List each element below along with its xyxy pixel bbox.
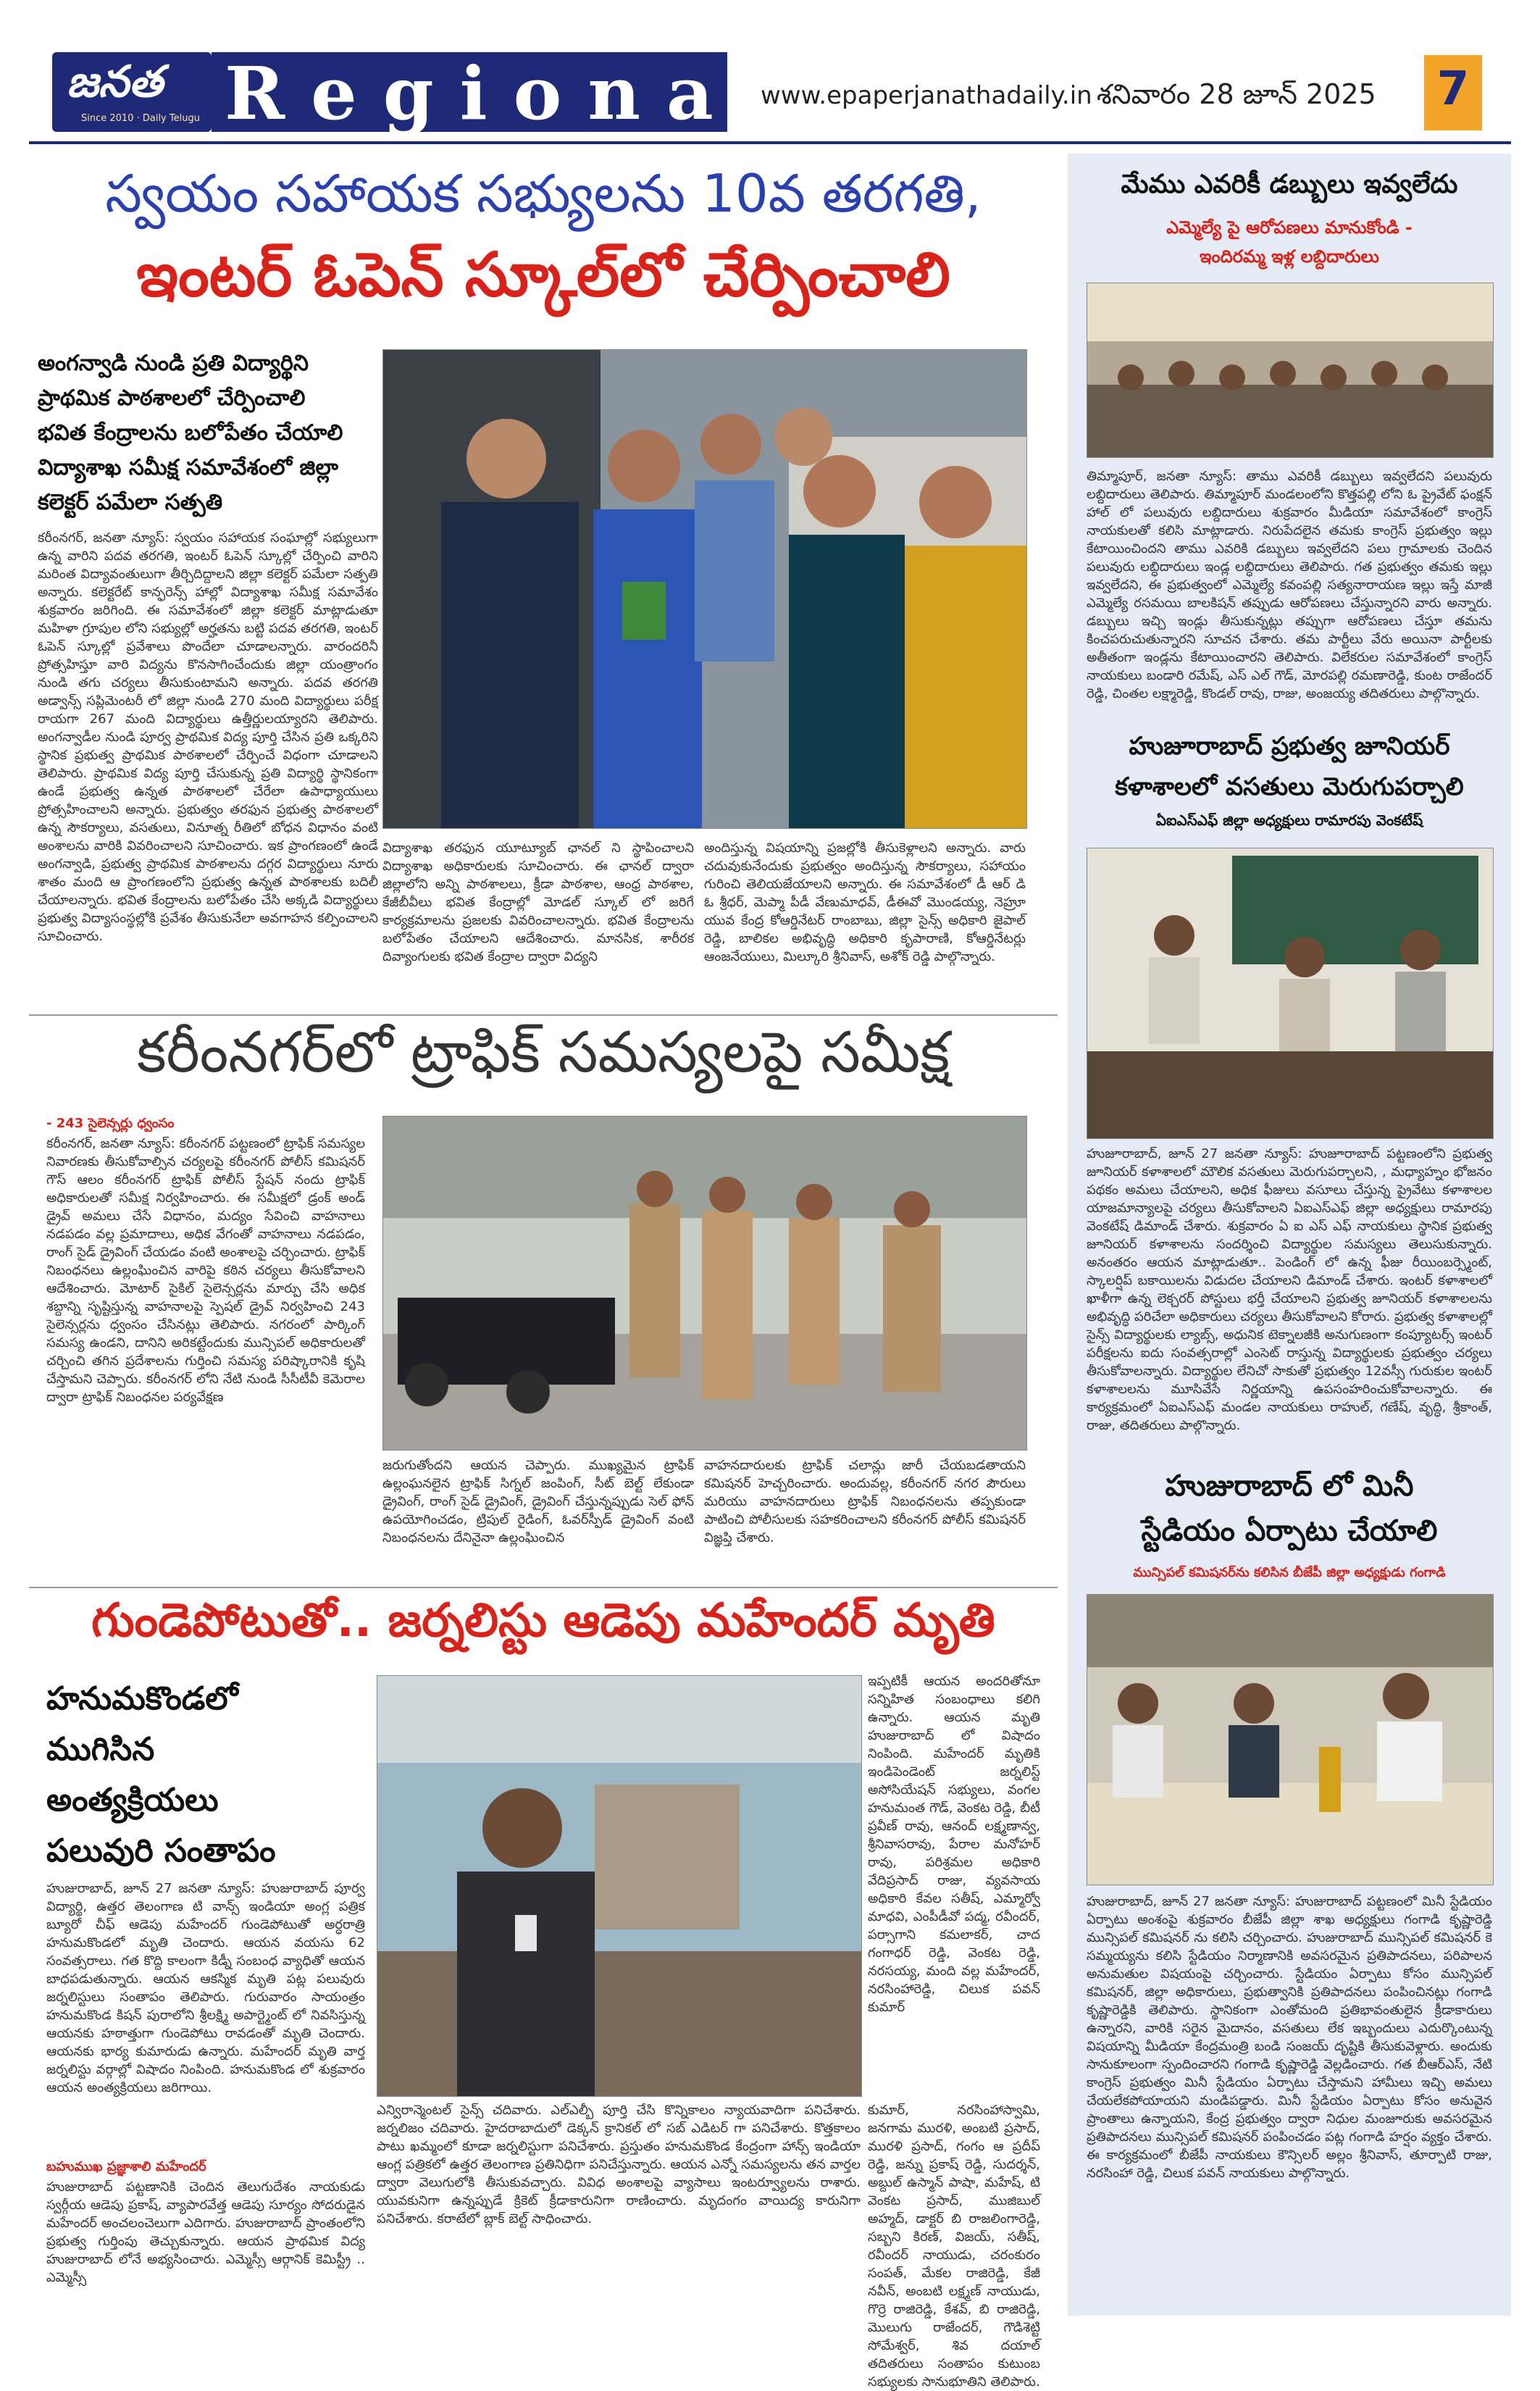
newspaper-logo: జనత (67, 57, 163, 107)
sidebar-story2-sub: ఏఐఎస్ఎఫ్ జిల్లా అధ్యక్షులు రామారపు వెంకటేష్ (1155, 811, 1423, 829)
deck-line: అంత్యక్రియలు (46, 1782, 219, 1819)
page-number: 7 (1436, 62, 1470, 116)
website-url[interactable]: www.epaperjanathadaily.in (761, 81, 1092, 110)
sidebar-story2-body: హుజూరాబాద్, జూన్ 27 జనతా న్యూస్: హుజూరాబాద్ పట్టణంలోని ప్రభుత్వ జూనియర్ కళాశాలలో మౌలిక వసతులు మెరుగుపర్చాలని, , మధ్యాహ్నం భోజనం పథకం అమలు చేయాలని, అధిక ఫీజులు వసూలు చేస్తున్న ప్రైవేటు కళాశాలల యాజమాన్యాలపై చర్యలు తీసుకోవాలని ఏఐఎస్ఎఫ్ జిల్లా అధ్యక్షులు రామారపు వెంకటేష్ డిమాండ్ చేశారు. శుక్రవారం ఏ ఐ ఎస్ ఎఫ్ నాయకులు స్థానిక ప్రభుత్వ జూనియర్ కళాశాలను సందర్శించి విద్యార్థుల సమస్యలు తెలుసుకున్నారు. అనంతరం ఆయన మాట్లాడుతూ.. పెండింగ్ లో ఉన్న ఫీజు రీయింబర్స్మెంట్, స్కాలర్షిప్ బకాయిలను విడుదల చేయాలని డిమాండ్ చేశారు. ఇంటర్ కళాశాలలో ఖాళీగా ఉన్న లెక్చరర్ పోస్టులు భర్తీ చేయాలని ప్రభుత్వ జూనియర్ కళాశాలలను అభివృద్ధి పరిచేలా అధికారులు చర్యలు తీసుకోవాలని కోరారు. ప్రభుత్వ కళాశాలల్లో సైన్స్ విద్యార్థులకు ల్యాబ్స్, అధునిక టెక్నాలజీకి అనుగుణంగా కంప్యూటర్స్ ఇంటర్ పరీక్షలను ఐదు సంవత్సరాల్లో ఎంసెట్ రాస్తున్న విద్యార్థులకు ప్రభుత్వం చర్యలు తీసుకోవాలన్నారు. విద్యార్థుల లేనిచో సాకుతో ప్రభుత్వం 12వస్సీ గురుకుల ఇంటర్ కళాశాలలను మూసివేసే నిర్ణయాన్ని ఉపసంహరించుకోవాలన్నారు. ఈ కార్యక్రమంలో ఏఐఎస్ఎఫ్ మండల నాయకులు రాహుల్, గణేష్, వృద్ధి, శ్రీకాంత్, రాజు, తదితరులు పాల్గొన్నారు. (1087, 1146, 1492, 1433)
logo-tagline: Since 2010 · Daily Telugu (81, 113, 200, 124)
article2-kicker: - 243 సైలెన్సర్లు ధ్వంసం (46, 1116, 175, 1131)
sidebar-story3-headline-line1: హుజురాబాద్ లో మినీ (1165, 1469, 1414, 1503)
article1-photo (382, 349, 1027, 829)
group-photo-illustration (383, 350, 1026, 828)
sidebar-story2-headline-line1: హుజూరాబాద్ ప్రభుత్వ జూనియర్ (1129, 732, 1450, 761)
masthead-rule (29, 141, 1511, 144)
article3-body-mid: ఎన్విరాన్మెంటల్ సైన్స్ చదివారు. ఎల్ఎల్బీ పూర్తి చేసి కొన్నికాలం న్యాయవాదిగా పనిచేశారు. జర్నలిజం చదివారు. హైదరాబాదులో డెక్కన్ క్రానికల్ లో సబ్ ఎడిటర్ గా పనిచేశారు. కొత్తకాలం పాటు ఖమ్మంలో కూడా జర్నలిస్టుగా పనిచేశారు. ప్రస్తుతం హనుమకొండ కేంద్రంగా హాన్స్ ఇండియా ఆంగ్ల పత్రికలో ఉత్తర తెలంగాణ ప్రతినిధిగా పనిచేస్తున్నారు. ఆయన ఎన్నో సమస్యలను తన వార్తల ద్వారా వెలుగులోకి తీసుకువచ్చారు. వివిధ అంశాలపై వ్యాసాలు ఇంటర్వ్యూలను రాశారు. యువకునిగా ఉన్నప్పుడే క్రికెట్ క్రీడాకారునిగా రాణించారు. మృదంగం వాయిద్య కారునిగా పనిచేశారు. కరాటేలో బ్లాక్ బెల్ట్ సాధించారు. (377, 2103, 861, 2227)
article2-body-mid: జరుగుతోందని ఆయన చెప్పారు. ముఖ్యమైన ట్రాఫిక్ ఉల్లంఘనలైన ట్రాఫిక్ సిగ్నల్ జంపింగ్, సీట్ బెల్ట్ లేకుండా డ్రైవింగ్, రాంగ్ సైడ్ డ్రైవింగ్, డ్రైవింగ్ చేస్తున్నప్పుడు సెల్ ఫోన్ ఉపయోగించడం, ట్రిపుల్ రైడింగ్, ఓవర్‌స్పీడ్ డ్రైవింగ్ వంటి నిబంధనలను దేనినైనా ఉల్లంఘించిన (382, 1458, 694, 1545)
deck-line: కలెక్టర్ పమేలా సత్పతి (38, 490, 223, 515)
article2-body-right: వాహనదారులకు ట్రాఫిక్ చలాన్లు జారీ చేయబడతాయని కమిషనర్ హెచ్చరించారు. అందువల్ల, కరీంనగర్ నగర పౌరులు మరియు వాహనదారులు ట్రాఫిక్ నిబంధనలను తప్పకుండా పాటించి పోలీసులకు సహకరించాలని కరీంనగర్ పోలీస్ కమిషనర్ విజ్ఞప్తి చేశారు. (704, 1458, 1026, 1545)
deck-line: విద్యాశాఖ సమీక్ష సమావేశంలో జిల్లా (38, 455, 338, 480)
article1-body-right: అందిస్తున్న విషయాన్ని ప్రజల్లోకి తీసుకెళ్లాలని అన్నారు. వారు చదువుకునేందుకు ప్రభుత్వం అందిస్తున్న సౌకర్యాలు, సహాయం గురించి తెలియజేయాలని అన్నారు. ఈ సమావేశంలో డీ ఆర్ డి ఓ శ్రీధర్, మెప్మా పీడీ వేణుమాధవ్, డీఈవో మొండయ్య, నెహ్రూ యువ కేంద్ర కోఆర్డినేటర్ రాంబాబు, జిల్లా సైన్స్ అధికారి జైపాల్ రెడ్డి, బాలికల అభివృద్ధి అధికారి కృపారాణి, కోఆర్డినేటర్లు ఆంజనేయులు, మిల్కూరి శ్రీనివాస్, అశోక్ రెడ్డి పాల్గొన్నారు. (704, 840, 1026, 964)
article1-body-left: కరీంనగర్, జనతా న్యూస్: స్వయం సహాయక సంఘాల్లో సభ్యులుగా ఉన్న వారిని పదవ తరగతి, ఇంటర్ ఓపెన్ స్కూల్లో చేర్పించి వారిని మరింత విద్యావంతులుగా తీర్చిదిద్దాలని జిల్లా కలెక్టర్ పమేలా సత్పతి అన్నారు. కలెక్టరేట్ కాన్ఫరెన్స్ హాల్లో విద్యాశాఖ సమీక్ష సమావేశం శుక్రవారం జరిగింది. ఈ సమావేశంలో జిల్లా కలెక్టర్ మాట్లాడుతూ మహిళా గ్రూపుల లోని సభ్యుల్లో అర్హతను బట్టి పదవ తరగతి, ఇంటర్ ఓపెన్ స్కూల్లో ప్రవేశాలు పొందేలా చూడాలన్నారు. వారందరినీ ప్రోత్సహిస్తూ వారి విద్యను కొనసాగించేందుకు జిల్లా యంత్రాంగం నుండి తగు చర్యలు తీసుకుంటామని అన్నారు. పదవ తరగతి అడ్వాన్స్ సప్లిమెంటరీ లో జిల్లా నుండి 270 మంది విద్యార్థులు పరీక్ష రాయగా 267 మంది విద్యార్థులు ఉత్తీర్ణులయ్యారని తెలిపారు. అంగన్వాడీల నుండి పూర్వ ప్రాథమిక విద్య పూర్తి చేసిన ప్రతి ఒక్కరిని స్థానిక ప్రభుత్వ ప్రాథమిక పాఠశాలలో చేర్పించే విధంగా చూడాలని తెలిపారు. ప్రాథమిక విద్య పూర్తి చేసుకున్న ప్రతి విద్యార్థి స్థానికంగా ఉండే ప్రభుత్వ ఉన్నత పాఠశాలలో చేరేలా ఉపాధ్యాయులు ప్రోత్సహించాలని అన్నారు. ప్రభుత్వం తరఫున ప్రభుత్వ పాఠశాలలో ఉన్న సౌకర్యాలు, వసతులు, వినూత్న రీతిలో బోధన విధానం వంటి అంశాలను వారికి వివరించాలని సూచించారు. ఇక ప్రాంగణంలో ఉండే అంగన్వాడి, ప్రభుత్వ ప్రాథమిక పాఠశాలను దగ్గర విద్యార్థులు నూరు శాతం మంది ఆ ప్రాంగణంలోని ప్రభుత్వ ఉన్నత పాఠశాలకు బదిలీ చేయాలన్నారు. భవిత కేంద్రాలను బలోపేతం చేసి అక్కడి విద్యార్థులు ప్రభుత్వ విద్యాసంస్థల్లోకి ప్రవేశం తీసుకునేలా అవగాహన కల్పించాలని సూచించారు. (38, 530, 378, 944)
deck-line: భవిత కేంద్రాలను బలోపేతం చేయాలి (38, 420, 343, 446)
deck-line: ప్రాథమిక పాఠశాలలో చేర్పించాలి (38, 385, 306, 411)
article3-headline: గుండెపోటుతో.. జర్నలిస్టు ఆడెపు మహేందర్ మృతి (91, 1594, 995, 1648)
article3-subhead: బహుముఖ ప్రజ్ఞాశాలి మహేందర్ (46, 2159, 206, 2174)
article1-body-mid: విద్యాశాఖ తరఫున యూట్యూబ్ ఛానల్ ని స్థాపించాలని విద్యాశాఖ అధికారులకు సూచించారు. ఈ ఛానల్ ద్వారా జిల్లాలోని అన్ని పాఠశాలలు, క్రీడా పాఠశాల, ఆంధ్ర పాఠశాల, కేజీబీవీలు భవిత కేంద్రాల్లో మోడల్ స్కూల్ లో జరిగే కార్యక్రమాలను ప్రజలకు వివరించాలన్నారు. భవిత కేంద్రాలను బలోపేతం చేయాలని ఆదేశించారు. మానసిక, శారీరక దివ్యాంగులకు భవిత కేంద్రాల ద్వారా విద్యని (382, 840, 694, 964)
article2-headline: కరీంనగర్‌లో ట్రాఫిక్ సమస్యలపై సమీక్ష (136, 1020, 950, 1085)
sidebar-story3-sub: మున్సిపల్ కమిషనర్‌ను కలిసిన బీజేపీ జిల్లా అధ్యక్షుడు గంగాడి (1133, 1565, 1446, 1580)
sidebar-story1-headline: మేము ఎవరికీ డబ్బులు ఇవ్వలేదు (1121, 170, 1458, 199)
sidebar-story3-body: హుజురాబాద్, జూన్ 27 జనతా న్యూస్: హుజురాబాద్ పట్టణంలో మినీ స్టేడియం ఏర్పాటు అంశంపై శుక్రవారం బీజేపీ జిల్లా శాఖ అధ్యక్షులు గంగాడి కృష్ణారెడ్డి మున్సిపల్ కమిషనర్ ను కలిసి చర్చించారు. హుజురాబాద్ మున్సిపల్ కమిషనర్ కె సమ్మయ్యను కలిసి స్టేడియం నిర్మాణానికి అవసరమైన ప్రతిపాదనలు, పరిపాలన అనుమతుల విషయంపై చర్చించారు. స్టేడియం ఏర్పాటు కోసం మున్సిపల్ కమిషనర్, జిల్లా అధికారులు, ప్రభుత్వానికి ప్రతిపాదనలు పంపించినట్లు గంగాడి కృష్ణారెడ్డికి తెలిపారు. స్థానికంగా ఎంతోమంది ప్రతిభావంతులైన క్రీడాకారులు ఉన్నారని, వారికి సరైన మైదానం, వసతులు లేక ఇబ్బందులు ఎదుర్కొంటున్న విషయాన్ని మీడియా కేంద్రమంత్రి బండి సంజయ్ దృష్టికి తీసుకువెళ్లారు. అందుకు సానుకూలంగా స్పందించారని గంగాడి కృష్ణారెడ్డి వెల్లడించారు. గత బీఆర్ఎస్, నేటి కాంగ్రెస్ ప్రభుత్వం మినీ స్టేడియం ఏర్పాటు చేస్తామని హామీలు ఇచ్చి అమలు చేయలేకపోయాయని మండిపడ్డారు. మినీ స్టేడియం ఏర్పాటు కోసం అనువైన ప్రాంతాలు ఉన్నాయని, కేంద్ర ప్రభుత్వం ద్వారా నిధుల మంజూరుకు అవసరమైన ప్రతిపాదనలు మున్సిపల్ కమిషనర్ పంపించడం పట్ల గంగాడి హర్షం వ్యక్తం చేశారు. ఈ కార్యక్రమంలో బీజేపీ నాయకులు కౌన్సిలర్ అల్లం శ్రీనివాస్, తూర్పాటి రాజు, నరసింహా రెడ్డి, చిలుక పవన్ నాయకులు పాల్గొన్నారు. (1087, 1894, 1492, 2181)
article3-body-left2: హుజురాబాద్ పట్టణానికి చెందిన తెలుగుదేశం నాయకుడు స్వర్గీయ ఆడెపు ప్రకాష్, వ్యాపారవేత్త ఆడెపు సూర్యం సోదరుడైన మహేందర్ అంచలంచెలుగా ఎదిగారు. హుజురాబాద్ ప్రాంతంలోని ప్రభుత్వ గుర్తింపు తెచ్చుకున్నారు. ఆయన ప్రాథమిక విద్య హుజురాబాద్ లోనే అభ్యసించారు. ఎమ్మెస్సీ ఆర్గానిక్ కెమిస్ట్రీ .. ఎమ్మెస్సీ (46, 2179, 365, 2285)
issue-date: శనివారం 28 జూన్ 2025 (1097, 78, 1376, 110)
deck-line: హనుమకొండలో (46, 1680, 238, 1717)
article1-deck (38, 346, 378, 520)
section-title: Regional (225, 51, 793, 136)
sidebar-story1-sub2: ఇందిరమ్మ ఇళ్ల లబ్దిదారులు (1200, 246, 1379, 267)
sidebar-story3-headline-line2: స్టేడియం ఏర్పాటు చేయాలి (1141, 1514, 1438, 1548)
divider (29, 1587, 1058, 1588)
article1-headline-line1: స్వయం సహాయక సభ్యులను 10వ తరగతి, (105, 163, 982, 224)
meeting-photo-illustration (1087, 283, 1493, 457)
article3-body-left: హుజురాబాద్, జూన్ 27 జనతా న్యూస్: హుజురాబాద్ పూర్వ విద్యార్థి, ఉత్తర తెలంగాణ టి వాన్స్ ఇండియా అంగ్ల పత్రిక బ్యూరో చీఫ్ ఆడెపు మహేందర్ గుండెపోటుతో అర్ధరాత్రి హనుమకొండలో మృతి చెందారు. ఆయన వయసు 62 సంవత్సరాలు. గత కొద్ది కాలంగా కిడ్నీ సంబంధ వ్యాధితో ఆయన బాధపడుతున్నారు. ఆయన ఆకస్మిక మృతి పట్ల పలువురు జర్నలిస్టులు సంతాపం తెలిపారు. గురువారం సాయంత్రం హనుమకొండ కిషన్ పురాలోని శ్రీలక్ష్మి అపార్ట్మెంట్ లో నివసిస్తున్న ఆయనకు హఠాత్తుగా గుండెపోటు రావడంతో మృతి చెందారు. ఆయనకు భార్య కుమారుడు ఉన్నారు. మహేందర్ మృతి వార్త జర్నలిస్టు వర్గాల్లో విషాదం నింపింది. హనుమకొండ లో శుక్రవారం ఆయన అంత్యక్రియలు జరిగాయి. (46, 1881, 365, 2095)
police-inspection-illustration (383, 1117, 1026, 1450)
divider (29, 1014, 1058, 1016)
sidebar-story2-photo (1087, 848, 1494, 1139)
article1-headline-line2: ఇంటర్ ఓపెన్ స్కూల్‌లో చేర్పించాలి (136, 239, 950, 310)
article2-photo (382, 1116, 1027, 1451)
sidebar-story1-body: తిమ్మాపూర్, జనతా న్యూస్: తాము ఎవరికీ డబ్బులు ఇవ్వలేదని పలువురు లబ్దిదారులు తెలిపారు. తిమ్మాపూర్ మండలంలోని కొత్తపల్లి లోని ఓ ప్రైవేట్ ఫంక్షన్ హాల్ లో పలువురు లబ్దిదారులు శుక్రవారం మీడియా సమావేశంలో కాంగ్రెస్ నాయకులతో కలిసి మాట్లాడారు. నిరుపేదలైన తమకు కాంగ్రెస్ ప్రభుత్వం ఇల్లు కేటాయించిందని తాము ఎవరికి డబ్బులు ఇవ్వలేదని పలు గ్రామాలకు చెందిన పలువురు లబ్ధిదారులు ఇండ్ల లబ్ధిదారులు తెలిపారు. గత ప్రభుత్వం తమకు ఇల్లు ఇవ్వలేదని, ఈ ప్రభుత్వంలో ఎమ్మెల్యే కవంపల్లి సత్యనారాయణ ఇల్లు ఇస్తే మాజీ ఎమ్మెల్యే రసమయి బాలకిషన్ తప్పుడు ఆరోపణలు చేస్తున్నారని వారు అన్నారు. డబ్బులు ఇచ్చి ఇండ్లు తీసుకున్నట్లు తప్పుగా ఆరోపణలు చేస్తూ తమను కించపరుచుతున్నారని సూచన చేశారు. తమ పార్టీలు వేరు అయినా పార్టీలకు అతీతంగా ఇండ్లను కేటాయించారని తెలిపారు. విలేకరుల సమావేశంలో కాంగ్రెస్ నాయకులు బండారి రమేష్, ఎస్ ఎల్ గౌడ్, మోరపల్లి రమణారెడ్డి, కుంట రాజేందర్ రెడ్డి, చింతల లక్ష్మారెడ్డి, కొండల్ రావు, రాజు, అంజయ్య తదితరులు పాల్గొన్నారు. (1087, 469, 1492, 701)
sidebar-story1-sub1: ఎమ్మెల్యే పై ఆరోపణలు మానుకోండి - (1166, 217, 1413, 238)
article2-body-left: కరీంనగర్, జనతా న్యూస్: కరీంనగర్ పట్టణంలో ట్రాఫిక్ సమస్యల నివారణకు తీసుకోవాల్సిన చర్యలపై కరీంనగర్ పోలీస్ కమిషనర్ గౌస్ ఆలం కరీంనగర్ ట్రాఫిక్ పోలీస్ స్టేషన్ నందు ట్రాఫిక్ అధికారులతో సమీక్ష నిర్వహించారు. ఈ సమీక్షలో డ్రంక్ అండ్ డ్రైవ్ అమలు చేసే విధానం, మద్యం సేవించి వాహనాలు నడపడం వల్ల ప్రమాదాలు, అధిక వేగంతో వాహనాలు నడపడం, రాంగ్ సైడ్ డ్రైవింగ్ చేయడం వంటి అంశాలపై చర్చించారు. ట్రాఫిక్ నిబంధనలు ఉల్లంఘించిన వారిపై కఠిన చర్యలు తీసుకోవాలని ఆదేశించారు. మోటార్ సైకిల్ సైలెన్సర్లను మార్పు చేసి అధిక శబ్దాన్ని సృష్టిస్తున్న వాహనాలపై స్పెషల్ డ్రైవ్ నిర్వహించి 243 సైలెన్సర్లను ధ్వంసం చేసినట్లు తెలిపారు. నగరంలో పార్కింగ్ సమస్య ఉండని, దానిని అరికట్టేందుకు మున్సిపల్ అధికారులతో చర్చించి తగిన ప్రదేశాలను గుర్తించి సమస్య పరిష్కారానికి కృషి చేస్తామని చెప్పారు. కరీంనగర్ లోని నేటి నుండి సీసీటీవీ కెమెరాల ద్వారా ట్రాఫిక్ నిబంధనల పర్యవేక్షణ (46, 1136, 365, 1405)
sidebar-story3-photo (1087, 1594, 1494, 1885)
sidebar-story1-photo (1087, 283, 1494, 458)
portrait-illustration (377, 1676, 861, 2096)
sidebar-story2-headline-line2: కళాశాలలో వసతులు మెరుగుపర్చాలి (1115, 772, 1464, 801)
deck-line: ముగిసిన (46, 1731, 155, 1768)
deck-line: పలువురి సంతాపం (46, 1832, 276, 1869)
deck-line: అంగన్వాడి నుండి ప్రతి విద్యార్థిని (38, 351, 309, 376)
article3-photo (377, 1675, 862, 2097)
article3-body-right-bottom: కుమార్, నరసింహాస్వామి, జనగామ మురళి, అంబటి ప్రసాద్, మురళి ప్రసాద్, గంగం ఆ ప్రదీప్ రెడ్డి, జన్ను ప్రకాష్ రెడ్డి, సుదర్శన్, అబ్దుల్ ఉస్మాన్ పాషా, మహేష్, టి వెంకట ప్రసాద్, ముజిబుల్ అహ్మద్, డాక్టర్ బి రాజలింగారెడ్డి, సబ్బని కిరణ్, విజయ్, సతీష్, రవీందర్ నాయుడు, చరంకురం సంపత్, మేకల రాజిరెడ్డి, కేజీ నవీన్, అంబటి లక్ష్మణ్ నాయుడు, గొర్రె రాజిరెడ్డి, కేశవ్, బి రాజిరెడ్డి, మొలుగు రాజేందర్, గౌడిశెట్టి సోమేశ్వర్, శివ దయాల్ తదితరులు సంతాపం కుటుంబ సభ్యులకు సానుభూతిని తెలిపారు. (868, 2103, 1040, 2390)
article3-deck (46, 1674, 365, 1877)
classroom-photo-illustration (1087, 848, 1493, 1138)
office-meeting-illustration (1087, 1595, 1493, 1885)
article3-body-right-top: ఇప్పటికీ ఆయన అందరితోనూ సన్నిహిత సంబంధాలు కలిగి ఉన్నారు. ఆయన మృతి హుజురాబాద్ లో విషాదం నింపింది. మహేందర్ మృతికి ఇండిపెండెంట్ జర్నలిస్ట్ అసోసియేషన్ సభ్యులు, వంగల హనుమంత గౌడ్, వెంకట రెడ్డి, బీటీ ప్రవీణ్ రావు, ఆనంద్ లక్ష్మణాన్వ, శ్రీనివాసరావు, పేరాల మనోహర్ రావు, పరిశ్రమల అధికారి వేదిప్రసాద్ రాజు, వ్యవసాయ అధికారి కేవల సతీష్, ఎమ్మార్వో మాధవి, ఎంపీడీవో పద్మ, రవీందర్, పర్సాగాని కమలాకర్, చాద గంగాధర్ రెడ్డి, వెంకట రెడ్డి, నరసయ్య, మంది వల్ల మహేందర్, నరసింహారెడ్డి, చిలుక పవన్ కుమార్ (868, 1674, 1040, 2015)
